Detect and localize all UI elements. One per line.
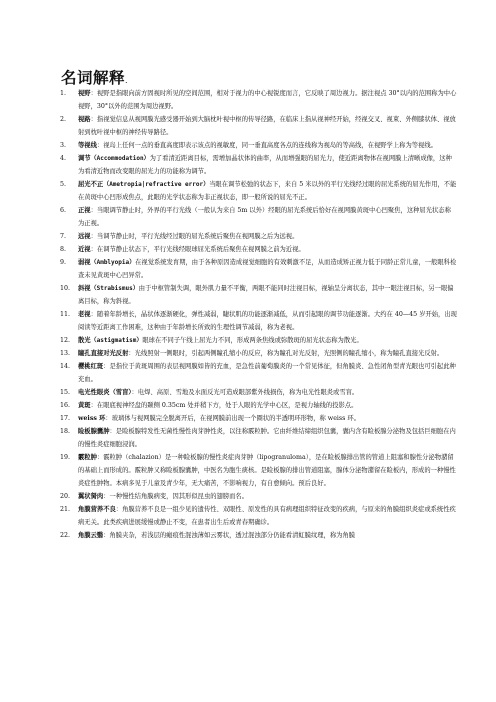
item-number: 2. xyxy=(60,116,67,123)
definition-text: 由于中枢管制失调，眼外肌力量不平衡，两眼不能同时注视目标，视轴呈分离状态，其中一眼注视目标，另一眼偏离目标，称为斜视。 xyxy=(78,285,454,305)
definition-text: 眼球在不同子午线上屈光力不同，形成两条焦线或弥散斑的屈光状态称为散光。 xyxy=(142,337,363,344)
definition-text: ：视野是指眼向前方固视时所见的空间范围，相对于视力的中心视锐度而言，它反映了周边视力。据注视点 30°以内的范围称为中心视野，30°以外的范围为周边视野。 xyxy=(78,90,457,110)
term: 角膜营养不良 xyxy=(78,506,116,513)
item-number: 3. xyxy=(60,142,67,149)
term-english: （Ametropia|refractive error） xyxy=(103,181,210,188)
definition-text: ：视岛上任何一点的垂直高度即表示该点的视敏度，同一垂直高度各点的连线称为视岛的等高线，在视野学上称为等视线。 xyxy=(96,142,437,149)
term: 远视 xyxy=(78,233,91,240)
definition-item xyxy=(60,113,457,139)
definition-text: ：是指位于黄斑周围的表层视网膜如皆的充血，是急性前葡萄膜炎的一个常见体征，但角膜炎、急性闭角型青光眼也可引起此种充血。 xyxy=(78,363,456,383)
definition-text: 当眼在调节松弛的状态下，来自 5 米以外的平行光线经过眼的屈光系统的屈光作用，不能在黄斑中心凹形成焦点，此眼的光学状态称为非正视状态，即一般所说的屈光不正。 xyxy=(78,181,457,201)
term: 近视 xyxy=(78,246,91,253)
term: 老视 xyxy=(78,311,91,318)
definition-text: ：一种慢性结角膜病变，因其形似昆虫的翅膀而名。 xyxy=(103,493,249,500)
item-number: 5. xyxy=(60,181,67,188)
term: 调节 xyxy=(78,155,91,162)
definition-item xyxy=(60,490,457,503)
term: 瞳孔直接对光反射 xyxy=(78,350,129,357)
definition-text: ：指视觉信息从视网膜光感受器开始到大脑枕叶视中枢的传导径路，在临床上指从视神经开始，经视交叉、视束、外侧膝状体、视放射到枕叶视中枢的神经传导路径。 xyxy=(78,116,456,136)
term-english: （astigmatism） xyxy=(90,337,143,344)
item-number: 8. xyxy=(60,246,67,253)
definition-item xyxy=(60,243,457,256)
item-number: 20. xyxy=(60,493,71,500)
item-number: 18. xyxy=(60,428,71,435)
definition-item xyxy=(60,282,457,308)
term: 弱视 xyxy=(78,259,91,266)
item-number: 14. xyxy=(60,363,71,370)
definition-item xyxy=(60,204,457,230)
definition-text: ：随着年龄增长，晶状体逐渐硬化，弹性减弱，睫状肌的功能逐渐减低，从而引起眼的调节功能逐渐。大约在 40—45 岁开始，出现阅读等近距离工作困难，这种由于年龄增长所致的生理性调节减弱，称为老视。 xyxy=(78,311,457,331)
term: 角膜云翳 xyxy=(78,532,104,539)
item-number: 21. xyxy=(60,506,71,513)
definition-item xyxy=(60,152,457,178)
definition-text: 在视觉系统发育期，由于各种原因造成视觉细胞的有效刺激不足，从而造成矫正视力低于同龄正常儿童，一般眼科检查未见黄斑中心凹异常。 xyxy=(78,259,457,279)
item-number: 9. xyxy=(60,259,67,266)
page-title xyxy=(61,66,128,88)
term: 视路 xyxy=(78,116,91,123)
definition-item xyxy=(60,425,457,451)
page-title-text: 名词解释 xyxy=(61,69,126,87)
term: 等视线 xyxy=(78,142,97,149)
definition-text: 为了看清近距离目标，需增加晶状体的曲率，从而增强眼的屈光力，使近距离物体在视网膜上清晰成像，这种为看清近物而改变眼的屈光力的功能称为调节。 xyxy=(78,155,452,175)
definition-text: ：玻璃体与视网膜完全脱离开后，在视网膜前出现一个圈状的半透明环形物，称 weiss 环。 xyxy=(105,415,360,422)
item-number: 6. xyxy=(60,207,67,214)
definition-item xyxy=(60,334,457,347)
item-number: 1. xyxy=(60,90,67,97)
term: 睑板腺囊肿 xyxy=(78,428,110,435)
definition-item xyxy=(60,503,457,529)
definition-text: ：在眼底视神经盘的颞侧 0.35cm 处并稍下方，处于人眼的光学中心区，是视力轴线的投影点。 xyxy=(90,402,358,409)
item-number: 7. xyxy=(60,233,67,240)
definition-item xyxy=(60,256,457,282)
item-number: 10. xyxy=(60,285,71,292)
item-number: 22. xyxy=(60,532,71,539)
definition-text: ：当眼调节静止时，外界的平行光线（一般认为来自 5m 以外）经眼的屈光系统后恰好在视网膜黄斑中心凹聚焦，这种屈光状态称为正视。 xyxy=(78,207,451,227)
definition-item xyxy=(60,139,457,152)
term: 电光性眼炎（雪盲） xyxy=(78,389,132,396)
definition-item xyxy=(60,412,457,425)
definition-text: ：是睑板腺特发性无菌性慢性肉芽肿性炎，以往称霰粒肿。它由纤维结缔组织包囊，囊内含有睑板腺分泌物及包括巨细胞在内的慢性炎症细胞浸润。 xyxy=(78,428,456,448)
item-number: 17. xyxy=(60,415,71,422)
item-number: 12. xyxy=(60,337,71,344)
definition-text: ：在调节静止状态下，平行光线经眼球屈光系统后聚焦在视网膜之前为近视。 xyxy=(90,246,305,253)
page-title-suffix: . xyxy=(125,76,129,85)
definition-text: ：霰粒肿（chalazion）是一种睑板腺的慢性炎症肉芽肿（lipogranuloma），是在睑板腺排出管的管道上阻塞和腺性分泌物潴留的基础上而形成的。霰粒肿又称睑板腺囊肿，中医名为胞生痰核。是睑板腺的排出管道阻塞，腺体分泌物潴留在睑板内，形成的一种慢性炎症性肿物。本病多见于儿童及青少年，无大痛苦，不影响视力，有自愈倾向。预后良好。 xyxy=(78,454,456,487)
term: 樱桃红斑 xyxy=(78,363,104,370)
item-number: 13. xyxy=(60,350,71,357)
definition-item xyxy=(60,399,457,412)
definition-item xyxy=(60,451,457,490)
term-english: （Accommodation） xyxy=(90,155,150,162)
term: 屈光不正 xyxy=(78,181,104,188)
item-number: 4. xyxy=(60,155,67,162)
definition-item xyxy=(60,360,457,386)
definition-item xyxy=(60,308,457,334)
definition-text: ：光线照射一侧眼时，引起两侧瞳孔缩小的反应，称为瞳孔对光反射，光照侧的瞳孔缩小，称为瞳孔直接光反射。 xyxy=(128,350,444,357)
term: 斜视 xyxy=(78,285,91,292)
definition-list xyxy=(60,87,457,542)
term: 正视 xyxy=(78,207,91,214)
definition-text: ：电焊、高原、雪地及水面反光可造成眼部紫外线损伤，称为电光性眼炎或雪盲。 xyxy=(131,389,359,396)
item-number: 15. xyxy=(60,389,71,396)
term-english: （Amblyopia） xyxy=(90,259,136,266)
definition-item xyxy=(60,87,457,113)
item-number: 19. xyxy=(60,454,71,461)
term: 视野 xyxy=(78,90,91,97)
term-english: （Strabismus） xyxy=(90,285,139,292)
term: 翼状胬肉 xyxy=(78,493,104,500)
definition-item xyxy=(60,529,457,542)
item-number: 11. xyxy=(60,311,71,318)
definition-item xyxy=(60,386,457,399)
definition-item xyxy=(60,178,457,204)
term: 散光 xyxy=(78,337,91,344)
term: weiss 环 xyxy=(78,415,106,422)
definition-text: ：当调节静止时，平行光线经过眼的屈光系统后聚焦在视网膜之后为远视。 xyxy=(90,233,299,240)
definition-text: ：角膜夹杂，若浅层的瘢痕性混浊薄如云雾状，透过混浊部分仍能看清虹膜纹理，称为角膜 xyxy=(103,532,356,539)
term: 霰粒肿 xyxy=(78,454,97,461)
definition-item xyxy=(60,347,457,360)
definition-item xyxy=(60,230,457,243)
item-number: 16. xyxy=(60,402,71,409)
term: 黄斑 xyxy=(78,402,91,409)
definition-text: ：角膜营养不良是一组少见的遗传性、双眼性、原发性的具有病理组织特征改变的疾病，与原来的角膜组织炎症或系统性疾病无关。此类疾病进展缓慢或静止不变，在患者出生后或青春期确诊。 xyxy=(78,506,456,526)
